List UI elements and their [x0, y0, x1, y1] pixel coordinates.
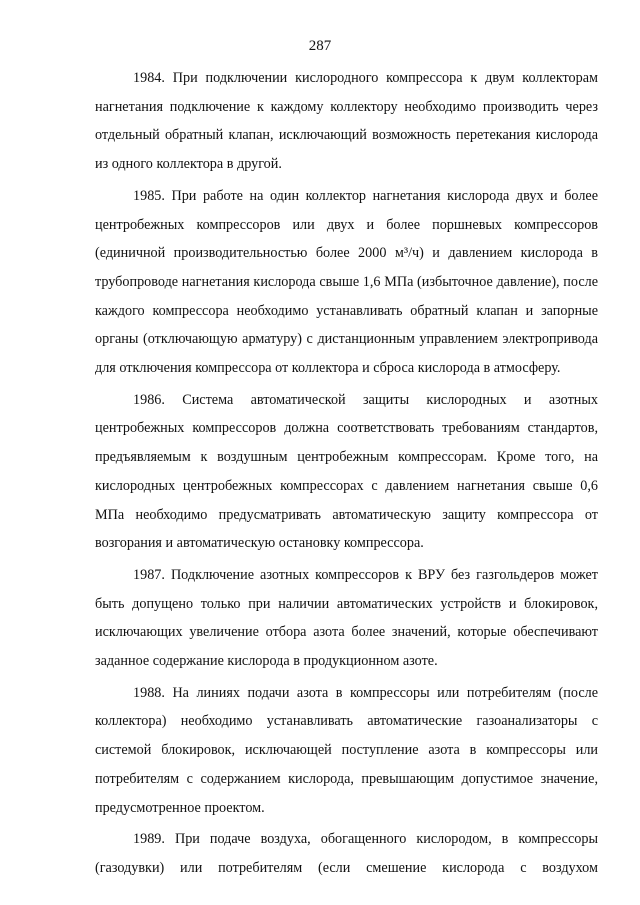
- document-body: [95, 64, 598, 886]
- paragraph-text: При работе на один коллектор нагнетания кислорода двух и более центробежных компрессоров или двух и более поршневых компрессоров (единичной производительностью более 2000 м³/ч) и давлением кислорода в трубопроводе нагнетания кислорода свыше 1,6 МПа (избыточное давление), после каждого компрессора необходимо устанавливать обратный клапан и запорные органы (отключающую арматуру) с дистанционным управлением электропривода для отключения компрессора от коллектора и сброса кислорода в атмосферу.: [95, 187, 598, 377]
- paragraph-text: Подключение азотных компрессоров к ВРУ без газгольдеров может быть допущено только при наличии автоматических устройств и блокировок, исключающих увеличение отбора азота более значений, которые обеспечивают заданное содержание кислорода в продукционном азоте.: [95, 566, 599, 670]
- paragraph-number: 1989.: [133, 831, 165, 848]
- paragraph-number: 1988.: [133, 684, 165, 701]
- paragraph-number: 1986.: [133, 391, 165, 408]
- paragraph-1984: [95, 64, 598, 179]
- paragraph-1989: [95, 825, 598, 882]
- paragraph-number: 1984.: [133, 70, 165, 86]
- paragraph-number: 1987.: [133, 566, 165, 583]
- paragraph-number: 1985.: [133, 187, 165, 204]
- paragraph-text: При подаче воздуха, обогащенного кислородом, в компрессоры (газодувки) или потребителям (если смешение кислорода с воздухом: [95, 831, 599, 876]
- page-number: 287: [308, 38, 332, 54]
- paragraph-text: При подключении кислородного компрессора к двум коллекторам нагнетания подключение к каждому коллектору необходимо производить через отдельный обратный клапан, исключающий возможность перетекания кислорода из одного коллектора в другой.: [95, 70, 598, 173]
- paragraph-text: Система автоматической защиты кислородных и азотных центробежных компрессоров должна соответствовать требованиям стандартов, предъявляемым к воздушным центробежным компрессорам. Кроме того, на кислородных центробежных компрессорах с давлением нагнетания свыше 0,6 МПа необходимо предусматривать автоматическую защиту компрессора от возгорания и автоматическую остановку компрессора.: [95, 391, 598, 552]
- paragraph-1987: [95, 561, 598, 676]
- paragraph-1985: [95, 182, 598, 383]
- paragraph-1988: [95, 679, 598, 823]
- paragraph-text: На линиях подачи азота в компрессоры или потребителям (после коллектора) необходимо устанавливать автоматические газоанализаторы с системой блокировок, исключающей поступление азота в компрессоры или потребителям с содержанием кислорода, превышающим допустимое значение, предусмотренное проектом.: [95, 684, 598, 816]
- paragraph-1986: [95, 386, 598, 558]
